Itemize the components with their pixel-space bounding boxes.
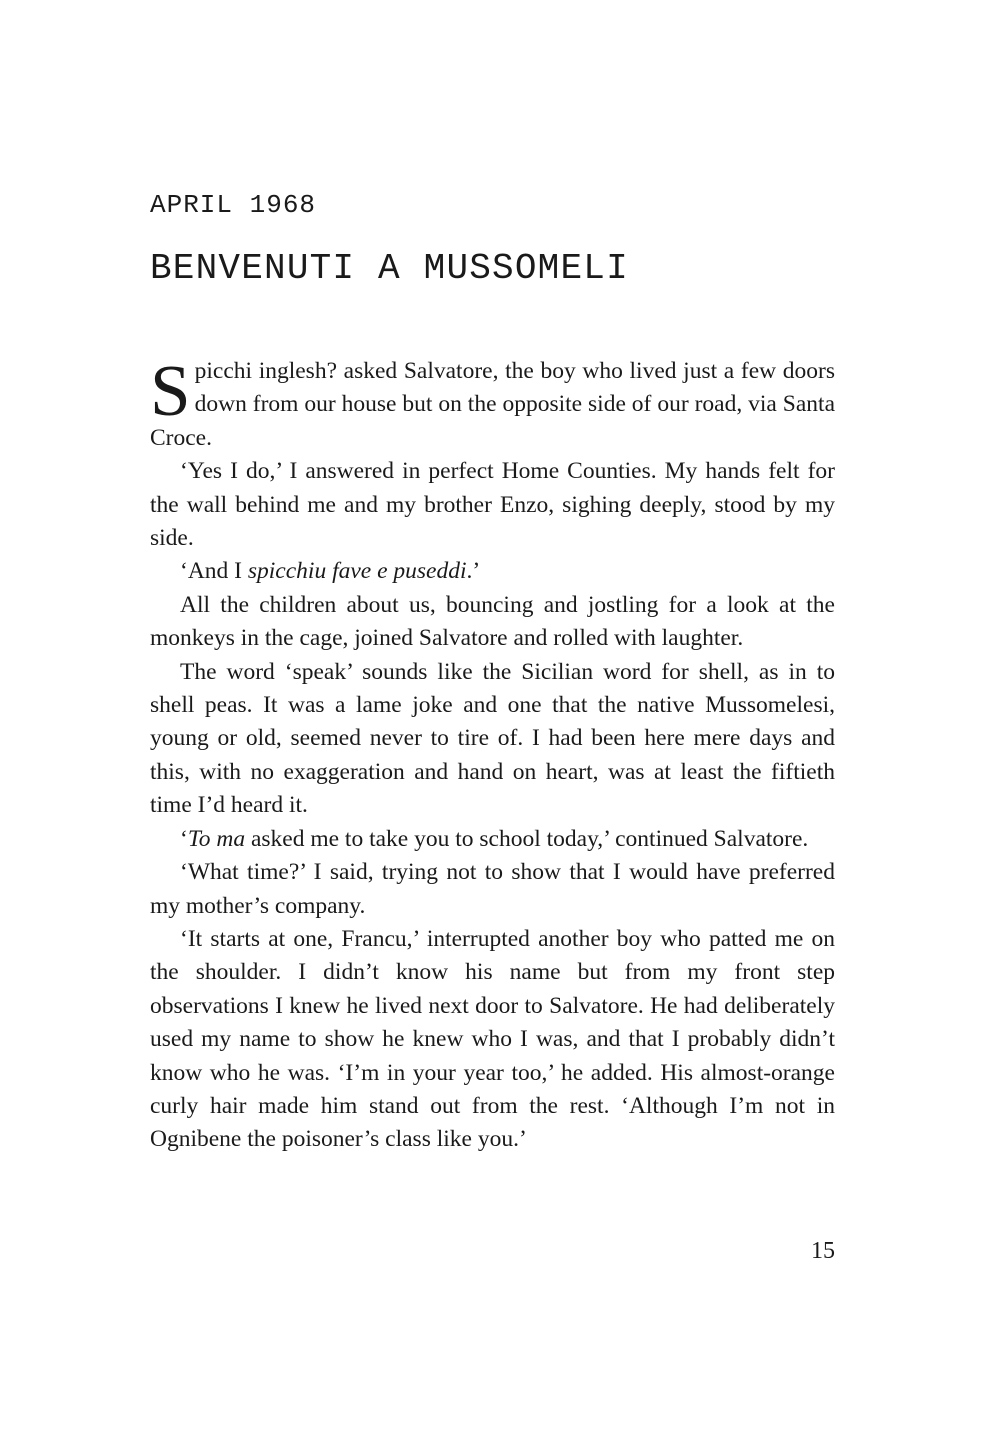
paragraph-5: The word ‘speak’ sounds like the Sicilian word for shell, as in to shell peas. It was a lame joke and one that the native Mussomelesi, young or old, seemed never to tire of. I had been here mere days and this, with no exaggeration and hand on heart, was at least the fiftieth time I’d heard it. (150, 658, 835, 819)
paragraph-8: ‘It starts at one, Francu,’ interrupted another boy who patted me on the shoulder. I didn’t know his name but from my front step observations I knew he lived next door to Salvatore. He had deliberately used my name to show he knew who I was, and that I probably didn’t know who he was. ‘I’m in your year too,’ he added. His almost-orange curly hair made him stand out from the rest. ‘Although I’m not in Ognibene the poisoner’s class like you.’ (150, 925, 835, 1153)
chapter-date: APRIL 1968 (150, 190, 317, 220)
paragraph-4: All the children about us, bouncing and jostling for a look at the monkeys in the cage, joined Salvatore and rolled with laughter. (150, 591, 835, 652)
paragraph-6-italic: To ma (187, 825, 246, 852)
paragraph-6-post: asked me to take you to school today,’ continued Salvatore. (245, 825, 809, 852)
paragraph-7: ‘What time?’ I said, trying not to show that I would have preferred my mother’s company. (150, 859, 835, 919)
chapter-body (150, 350, 835, 1157)
paragraph-6-pre: ‘ (180, 825, 188, 852)
paragraph-3-pre: ‘And I (180, 558, 248, 585)
paragraph-3-italic: spicchiu fave e puseddi (247, 558, 467, 585)
page-number: 15 (811, 1238, 835, 1264)
paragraph-6 (150, 823, 835, 856)
paragraph-2: ‘Yes I do,’ I answered in perfect Home Counties. My hands felt for the wall behind me and my brother Enzo, sighing deeply, stood by my side. (150, 458, 835, 552)
paragraph-1 (150, 350, 835, 455)
paragraph-1-text: picchi inglesh? asked Salvatore, the boy who lived just a few doors down from our house but on the opposite side of our road, via Santa Croce. (150, 358, 835, 451)
paragraph-3 (150, 555, 835, 588)
drop-cap: S (150, 350, 191, 431)
paragraph-3-post: .’ (466, 558, 481, 585)
chapter-title: BENVENUTI A MUSSOMELI (150, 248, 629, 289)
